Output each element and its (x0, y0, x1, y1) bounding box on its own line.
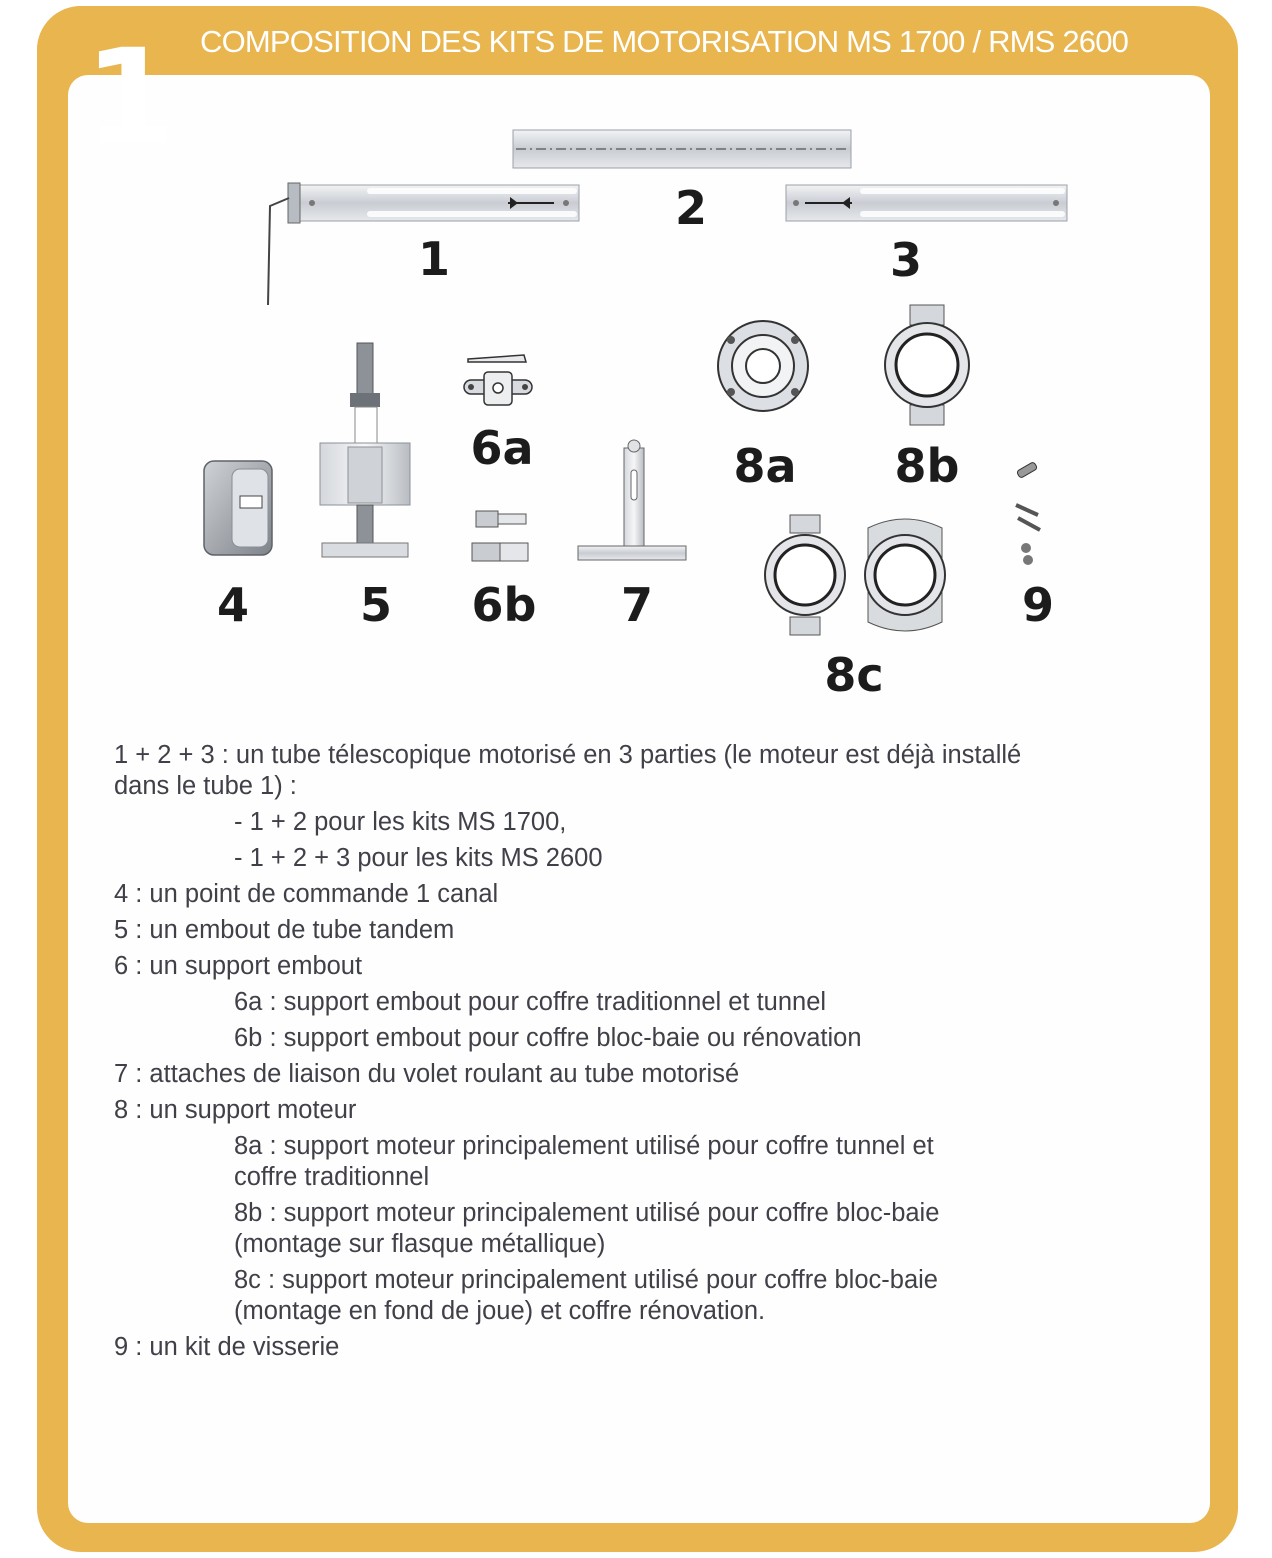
desc-item-8a: 8a : support moteur principalement utilisé pour coffre tunnel et (234, 1132, 934, 1160)
motor-support-8c (765, 515, 945, 635)
page-title: COMPOSITION DES KITS DE MOTORISATION MS 1700 / RMS 2600 (200, 24, 1129, 59)
label-4: 4 (216, 578, 249, 632)
label-8a: 8a (733, 439, 797, 493)
label-7: 7 (620, 578, 653, 632)
screw-kit (1016, 462, 1040, 565)
motor-support-8a (718, 321, 808, 411)
desc-intro-cont: dans le tube 1) : (114, 772, 297, 800)
label-9: 9 (1021, 578, 1054, 632)
desc-item-8: 8 : un support moteur (114, 1096, 357, 1124)
label-2: 2 (674, 181, 707, 235)
desc-item-4: 4 : un point de commande 1 canal (114, 880, 499, 908)
desc-item-8a-cont: coffre traditionnel (234, 1163, 430, 1191)
shutter-link (578, 440, 686, 560)
desc-item-6a: 6a : support embout pour coffre traditionnel et tunnel (234, 988, 827, 1016)
tandem-end-piece (320, 343, 410, 557)
desc-sub-b: - 1 + 2 + 3 pour les kits MS 2600 (234, 844, 603, 872)
desc-item-8c: 8c : support moteur principalement utilisé pour coffre bloc-baie (234, 1266, 938, 1294)
tube-2 (513, 130, 851, 168)
desc-item-8b: 8b : support moteur principalement utilisé pour coffre bloc-baie (234, 1199, 940, 1227)
label-5: 5 (359, 578, 392, 632)
label-8c: 8c (824, 648, 884, 702)
label-6b: 6b (471, 578, 537, 632)
end-support-6b (472, 511, 528, 561)
label-1: 1 (417, 232, 450, 286)
label-8b: 8b (894, 439, 960, 493)
desc-item-5: 5 : un embout de tube tandem (114, 916, 455, 944)
desc-item-8b-cont: (montage sur flasque métallique) (234, 1230, 606, 1258)
end-support-6a (464, 355, 532, 405)
desc-item-9: 9 : un kit de visserie (114, 1333, 340, 1361)
control-switch (204, 461, 272, 555)
label-3: 3 (889, 233, 922, 287)
desc-sub-a: - 1 + 2 pour les kits MS 1700, (234, 808, 567, 836)
label-6a: 6a (470, 421, 534, 475)
desc-intro: 1 + 2 + 3 : un tube télescopique motorisé en 3 parties (le moteur est déjà installé (114, 741, 1022, 769)
motor-support-8b (885, 305, 969, 425)
desc-item-8c-cont: (montage en fond de joue) et coffre rénovation. (234, 1297, 766, 1325)
description (114, 740, 1174, 1368)
desc-item-6b: 6b : support embout pour coffre bloc-baie ou rénovation (234, 1024, 862, 1052)
step-number: 1 (84, 21, 176, 175)
tube-3 (786, 185, 1067, 221)
desc-item-6: 6 : un support embout (114, 952, 363, 980)
desc-item-7: 7 : attaches de liaison du volet roulant au tube motorisé (114, 1060, 740, 1088)
